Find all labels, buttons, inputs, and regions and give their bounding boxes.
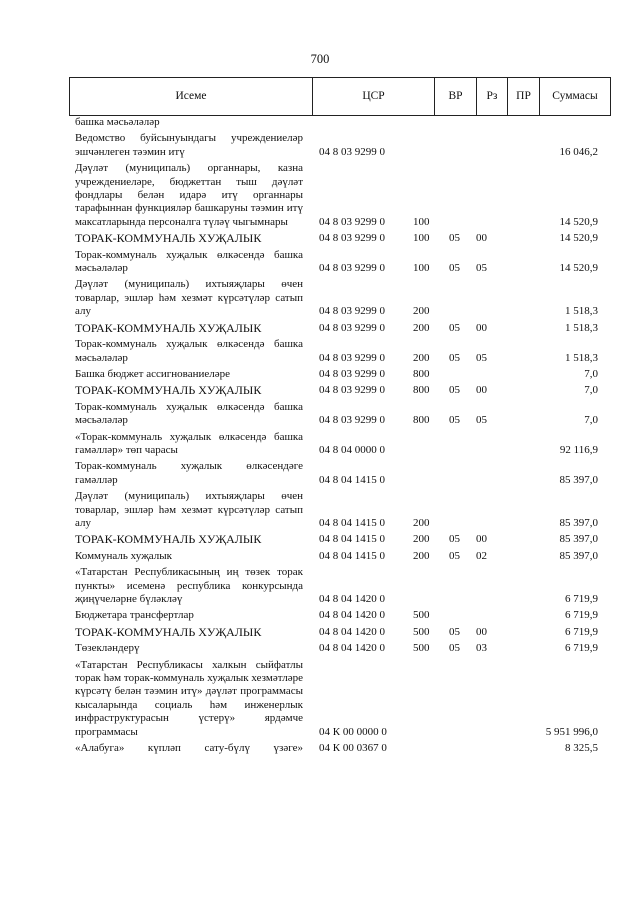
row-sum: 1 518,3 bbox=[565, 321, 598, 334]
row-vr: 800 bbox=[413, 367, 430, 380]
row-sum: 1 518,3 bbox=[565, 305, 598, 318]
row-name: ТОРАК-КОММУНАЛЬ ХУҖАЛЫК bbox=[75, 320, 262, 335]
header-rz: Рз bbox=[477, 78, 508, 115]
table-row bbox=[0, 490, 640, 530]
row-sum: 16 046,2 bbox=[559, 145, 598, 158]
row-rz: 05 bbox=[449, 351, 460, 364]
row-vr: 200 bbox=[413, 549, 430, 562]
row-csr: 04 8 03 9299 0 bbox=[319, 232, 385, 245]
row-name: Торак-коммуналь хуҗалык өлкәсендә башка мәсьәләләр bbox=[75, 338, 303, 364]
row-csr: 04 8 03 9299 0 bbox=[319, 321, 385, 334]
row-vr: 100 bbox=[413, 262, 430, 275]
row-sum: 8 325,5 bbox=[565, 742, 598, 755]
table-row bbox=[0, 132, 640, 159]
header-vr: ВР bbox=[435, 78, 477, 115]
row-rz: 05 bbox=[449, 262, 460, 275]
row-rz: 05 bbox=[449, 642, 460, 655]
table-row bbox=[0, 742, 640, 755]
row-sum: 85 397,0 bbox=[559, 549, 598, 562]
row-vr: 200 bbox=[413, 321, 430, 334]
row-name: Төзекләндерү bbox=[75, 642, 140, 655]
row-name: ТОРАК-КОММУНАЛЬ ХУҖАЛЫК bbox=[75, 624, 262, 639]
row-name: Дәүләт (муниципаль) органнары, казна учреждениеләре, бюджеттан тыш дәүләт фондлары белән идарә итү органнары тарафыннан функцияләр башкаруны тәэмин итү максатларында персоналга түләү чыгымнары bbox=[75, 162, 303, 228]
row-vr: 100 bbox=[413, 215, 430, 228]
row-csr: 04 8 04 1420 0 bbox=[319, 593, 385, 605]
row-rz: 05 bbox=[449, 321, 460, 334]
table-row bbox=[0, 533, 640, 546]
row-csr: 04 8 04 1420 0 bbox=[319, 609, 385, 622]
row-sum: 6 719,9 bbox=[565, 625, 598, 638]
header-name: Исеме bbox=[70, 78, 313, 115]
row-sum: 92 116,9 bbox=[559, 443, 598, 456]
header-pr: ПР bbox=[508, 78, 540, 115]
table-row bbox=[0, 642, 640, 655]
row-name: Торак-коммуналь хуҗалык өлкәсендә башка мәсьәләләр bbox=[75, 400, 303, 427]
row-csr: 04 8 04 1415 0 bbox=[319, 473, 385, 486]
row-sum: 85 397,0 bbox=[559, 533, 598, 546]
row-pr: 03 bbox=[476, 642, 487, 655]
row-rz: 05 bbox=[449, 384, 460, 397]
row-rz: 05 bbox=[449, 533, 460, 546]
row-vr: 500 bbox=[413, 642, 430, 655]
row-name: башка мәсьәләләр bbox=[75, 116, 160, 128]
table-row bbox=[0, 401, 640, 428]
table-header bbox=[69, 77, 611, 116]
page-number: 700 bbox=[310, 52, 330, 66]
row-csr: 04 8 04 1420 0 bbox=[319, 642, 385, 655]
row-name: ТОРАК-КОММУНАЛЬ ХУҖАЛЫК bbox=[75, 532, 262, 547]
table-body bbox=[0, 116, 640, 755]
row-pr: 05 bbox=[476, 262, 487, 275]
row-vr: 500 bbox=[413, 609, 430, 622]
row-csr: 04 8 04 1420 0 bbox=[319, 625, 385, 638]
row-pr: 05 bbox=[476, 414, 487, 427]
row-pr: 00 bbox=[476, 321, 487, 334]
row-sum: 85 397,0 bbox=[559, 473, 598, 486]
row-csr: 04 8 03 9299 0 bbox=[319, 145, 385, 158]
row-name: «Алабуга» күпләп сату-бүлү үзәге» bbox=[75, 742, 303, 755]
table-row bbox=[0, 460, 640, 487]
row-csr: 04 К 00 0367 0 bbox=[319, 742, 387, 755]
row-pr: 02 bbox=[476, 549, 487, 562]
row-sum: 7,0 bbox=[584, 414, 598, 427]
row-name: Ведомство буйсынуындагы учреждениеләр эшчәнлеген тәэмин итү bbox=[75, 132, 303, 158]
row-vr: 200 bbox=[413, 305, 430, 318]
row-sum: 6 719,9 bbox=[565, 609, 598, 622]
row-csr: 04 К 00 0000 0 bbox=[319, 725, 387, 738]
row-csr: 04 8 04 0000 0 bbox=[319, 443, 385, 456]
table-row bbox=[0, 550, 640, 563]
row-sum: 5 951 996,0 bbox=[545, 725, 598, 738]
row-vr: 100 bbox=[413, 232, 430, 245]
row-name: Бюджетара трансфертлар bbox=[75, 609, 194, 622]
row-vr: 200 bbox=[413, 516, 430, 529]
row-csr: 04 8 04 1415 0 bbox=[319, 533, 385, 546]
row-rz: 05 bbox=[449, 549, 460, 562]
row-rz: 05 bbox=[449, 232, 460, 245]
row-csr: 04 8 03 9299 0 bbox=[319, 384, 385, 397]
row-sum: 7,0 bbox=[584, 367, 598, 380]
table-row bbox=[0, 368, 640, 381]
row-sum: 85 397,0 bbox=[559, 516, 598, 529]
header-sum: Суммасы bbox=[552, 90, 598, 102]
table-row bbox=[0, 431, 640, 458]
row-sum: 7,0 bbox=[584, 384, 598, 397]
row-name: Дәүләт (муниципаль) ихтыяҗлары өчен товарлар, эшләр һәм хезмәт күрсәтүләр сатып алу bbox=[75, 490, 303, 529]
row-csr: 04 8 04 1415 0 bbox=[319, 549, 385, 562]
table-row bbox=[0, 322, 640, 335]
row-name: «Торак-коммуналь хуҗалык өлкәсендә башка гамәлләр» төп чарасы bbox=[75, 430, 303, 456]
table-row bbox=[0, 232, 640, 245]
row-name: Башка бюджет ассигнованиеләре bbox=[75, 367, 230, 380]
row-pr: 00 bbox=[476, 625, 487, 638]
row-rz: 05 bbox=[449, 414, 460, 427]
header-csr: ЦСР bbox=[313, 78, 435, 115]
row-name: Торак-коммуналь хуҗалык өлкәсендәге гамәлләр bbox=[75, 460, 303, 486]
row-pr: 00 bbox=[476, 384, 487, 397]
row-rz: 05 bbox=[449, 625, 460, 638]
row-name: ТОРАК-КОММУНАЛЬ ХУҖАЛЫК bbox=[75, 383, 262, 398]
row-csr: 04 8 03 9299 0 bbox=[319, 414, 385, 427]
row-sum: 6 719,9 bbox=[565, 593, 598, 605]
row-name: «Татарстан Республикасының иң төзек торак пункты» исеменә республика конкурсында җиңүчеләрне бүләкләү bbox=[75, 566, 303, 605]
row-pr: 00 bbox=[476, 533, 487, 546]
table-row bbox=[0, 278, 640, 318]
row-name: ТОРАК-КОММУНАЛЬ ХУҖАЛЫК bbox=[75, 231, 262, 246]
table-row bbox=[0, 566, 640, 606]
row-sum: 14 520,9 bbox=[559, 262, 598, 275]
row-csr: 04 8 03 9299 0 bbox=[319, 367, 385, 380]
table-row bbox=[0, 116, 640, 129]
row-vr: 800 bbox=[413, 384, 430, 397]
row-pr: 00 bbox=[476, 232, 487, 245]
row-csr: 04 8 03 9299 0 bbox=[319, 305, 385, 318]
row-csr: 04 8 04 1415 0 bbox=[319, 516, 385, 529]
table-row bbox=[0, 609, 640, 622]
row-name: Торак-коммуналь хуҗалык өлкәсендә башка мәсьәләләр bbox=[75, 248, 303, 275]
row-name: Коммуналь хуҗалык bbox=[75, 549, 173, 562]
table-row bbox=[0, 249, 640, 276]
table-row bbox=[0, 384, 640, 397]
row-csr: 04 8 03 9299 0 bbox=[319, 215, 385, 228]
row-name: Дәүләт (муниципаль) ихтыяҗлары өчен товарлар, эшләр һәм хезмәт күрсәтүләр сатып алу bbox=[75, 278, 303, 318]
table-row bbox=[0, 659, 640, 739]
row-sum: 1 518,3 bbox=[565, 351, 598, 364]
row-csr: 04 8 03 9299 0 bbox=[319, 262, 385, 275]
table-row bbox=[0, 338, 640, 365]
row-vr: 200 bbox=[413, 533, 430, 546]
row-vr: 200 bbox=[413, 351, 430, 364]
table-row bbox=[0, 162, 640, 229]
row-csr: 04 8 03 9299 0 bbox=[319, 351, 385, 364]
row-sum: 14 520,9 bbox=[559, 232, 598, 245]
row-pr: 05 bbox=[476, 351, 487, 364]
table-row bbox=[0, 626, 640, 639]
row-sum: 14 520,9 bbox=[559, 215, 598, 228]
row-sum: 6 719,9 bbox=[565, 642, 598, 655]
row-name: «Татарстан Республикасы халкын сыйфатлы торак һәм торак-коммуналь хуҗалык хезмәтләре күрсәтү белән тәэмин итү» дәүләт программасы кысаларында социаль һәм инженерлык инфраструктурасын үстерү» ярдәмче программасы bbox=[75, 658, 303, 738]
row-vr: 800 bbox=[413, 414, 430, 427]
row-vr: 500 bbox=[413, 625, 430, 638]
